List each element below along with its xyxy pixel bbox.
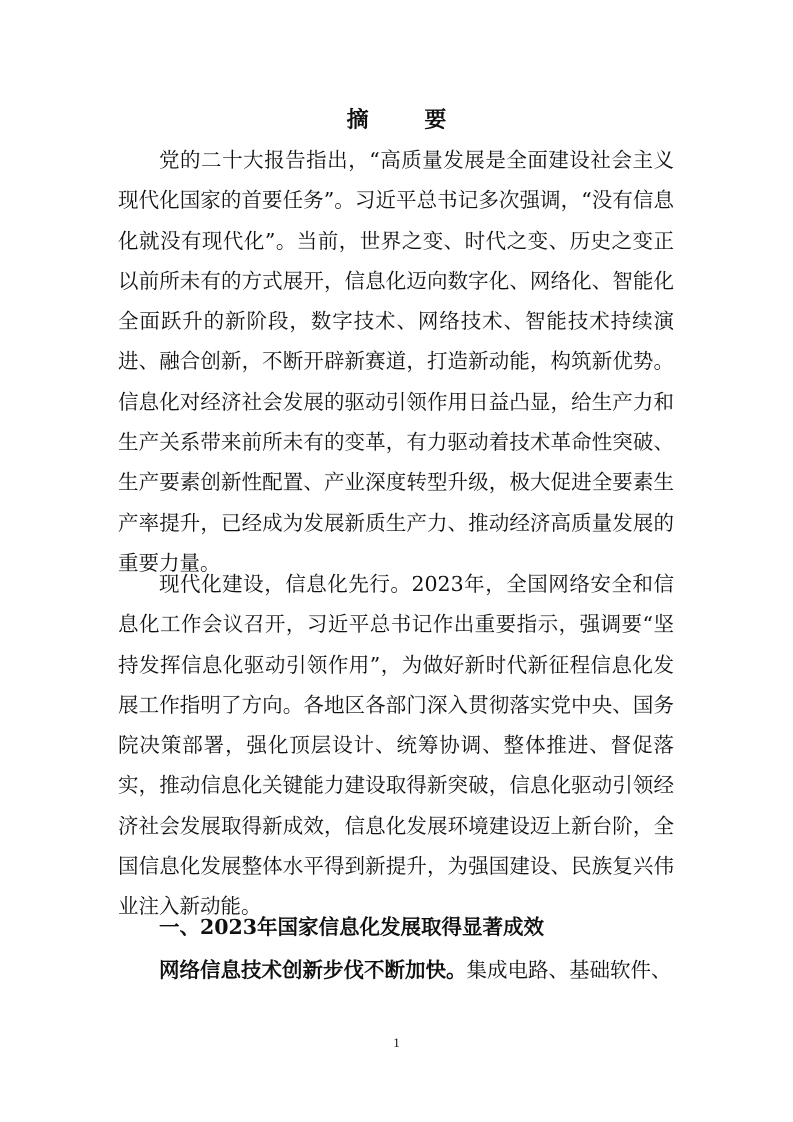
- section-paragraph: [118, 950, 674, 990]
- abstract-title: 摘 要: [346, 107, 471, 133]
- abstract-paragraph-2: 现代化建设，信息化先行。2023年，全国网络安全和信息化工作会议召开，习近平总书记作出重要指示，强调要“坚持发挥信息化驱动引领作用”，为做好新时代新征程信息化发展工作指明了方向。各地区各部门深入贯彻落实党中央、国务院决策部署，强化顶层设计、统筹协调、整体推进、督促落实，推动信息化关键能力建设取得新突破，信息化驱动引领经济社会发展取得新成效，信息化发展环境建设迈上新台阶，全国信息化发展整体水平得到新提升，为强国建设、民族复兴伟业注入新动能。: [118, 572, 674, 919]
- section-paragraph-lead: 网络信息技术创新步伐不断加快。: [159, 958, 467, 982]
- section-heading: 一、2023年国家信息化发展取得显著成效: [159, 915, 545, 939]
- abstract-paragraph-1: 党的二十大报告指出，“高质量发展是全面建设社会主义现代化国家的首要任务”。习近平总书记多次强调，“没有信息化就没有现代化”。当前，世界之变、时代之变、历史之变正以前所未有的方式展开，信息化迈向数字化、网络化、智能化全面跃升的新阶段，数字技术、网络技术、智能技术持续演进、融合创新，不断开辟新赛道，打造新动能，构筑新优势。信息化对经济社会发展的驱动引领作用日益凸显，给生产力和生产关系带来前所未有的变革，有力驱动着技术革命性突破、生产要素创新性配置、产业深度转型升级，极大促进全要素生产率提升，已经成为发展新质生产力、推动经济高质量发展的重要力量。: [118, 148, 674, 575]
- page-number: 1: [393, 1035, 400, 1050]
- section-paragraph-text: 集成电路、基础软件、: [466, 958, 672, 982]
